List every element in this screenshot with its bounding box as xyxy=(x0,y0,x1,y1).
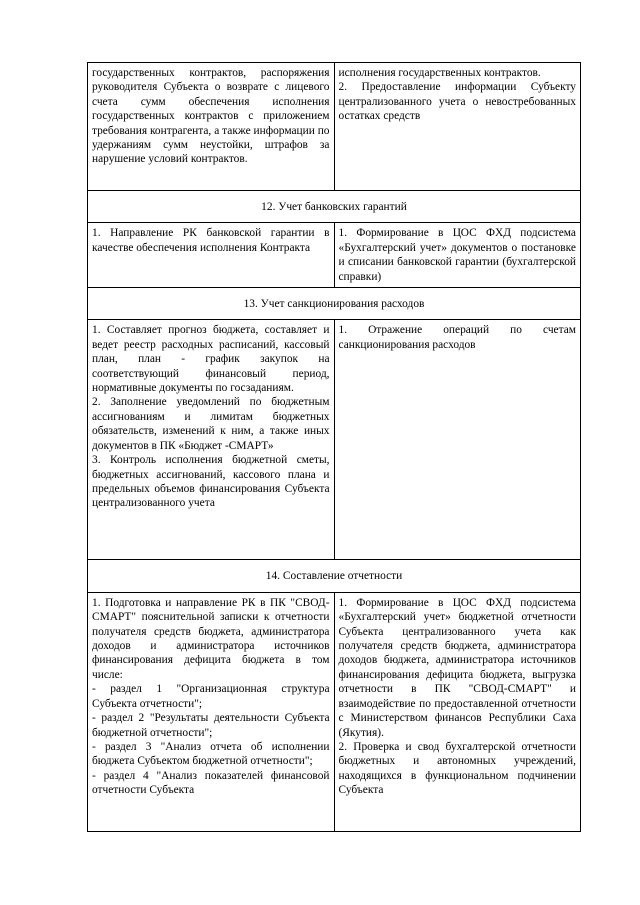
cell-paragraph: 2. Заполнение уведомлений по бюджетным ассигнованиям и лимитам бюджетных обязательств, изменений к ним, а также иных документов в ПК «Бюджет -СМАРТ» xyxy=(92,396,330,452)
table-row xyxy=(88,223,581,288)
table-row xyxy=(88,320,581,560)
cell-paragraph: 1. Отражение операций по счетам санкционирования расходов xyxy=(338,324,576,351)
cell-paragraph: - раздел 2 "Результаты деятельности Субъекта бюджетной отчетности"; xyxy=(92,712,330,739)
table-row xyxy=(88,592,581,831)
cell-paragraph: исполнения государственных контрактов. xyxy=(338,67,541,79)
section-header-row xyxy=(88,288,581,320)
section-title: 13. Учет санкционирования расходов xyxy=(88,288,581,320)
responsibility-table xyxy=(87,62,581,832)
cell-paragraph: 2. Проверка и свод бухгалтерской отчетности бюджетных и автономных учреждений, находящихся в функциональном подчинении Субъекта xyxy=(338,740,576,797)
section-header-row xyxy=(88,191,581,223)
section-title: 12. Учет банковских гарантий xyxy=(88,191,581,223)
cell-paragraph: 2. Предоставление информации Субъекту централизованного учета о невостребованных остатках средств xyxy=(338,81,576,123)
cell-paragraph: 1. Подготовка и направление РК в ПК "СВОД-СМАРТ" пояснительной записки к отчетности получателя средств бюджета, администратора доходов и администратора источников финансирования дефицита бюджета в том числе: xyxy=(92,596,330,681)
right-cell xyxy=(334,592,581,831)
left-cell xyxy=(88,320,335,560)
section-header-row xyxy=(88,560,581,592)
cell-paragraph: государственных контрактов, распоряжения руководителя Субъекта о возврате с лицевого счета сумм обеспечения исполнения государственных контрактов с приложением требования контрагента, а также информации по удержаниям сумм неустойки, штрафов за нарушение условий контрактов. xyxy=(92,67,330,166)
right-cell xyxy=(334,320,581,560)
cell-paragraph: - раздел 4 "Анализ показателей финансовой отчетности Субъекта xyxy=(92,769,330,797)
cell-paragraph: - раздел 1 "Организационная структура Субъекта отчетности"; xyxy=(92,683,330,710)
left-cell xyxy=(88,223,335,288)
cell-paragraph: 1. Составляет прогноз бюджета, составляет и ведет реестр расходных расписаний, кассовый план, план - график закупок на соответствующий финансовый период, нормативные документы по госзаданиям. xyxy=(92,324,330,395)
left-cell xyxy=(88,592,335,831)
cell-paragraph: 3. Контроль исполнения бюджетной сметы, бюджетных ассигнований, кассового плана и предельных объемов финансирования Субъекта централизованного учета xyxy=(92,454,330,510)
cell-paragraph: - раздел 3 "Анализ отчета об исполнении бюджета Субъектом бюджетной отчетности"; xyxy=(92,740,330,768)
cell-paragraph: 1. Формирование в ЦОС ФХД подсистема «Бухгалтерский учет» бюджетной отчетности Субъекта централизованного учета как получателя средств бюджета, администратора доходов бюджета, администратора источников финансирования дефицита бюджета, выгрузка отчетности в ПК "СВОД-СМАРТ" и взаимодействие по предоставленной отчетности с Министерством финансов Республики Саха (Якутия). xyxy=(338,596,576,739)
cell-paragraph: 1. Направление РК банковской гарантии в качестве обеспечения исполнения Контракта xyxy=(92,227,330,254)
table-row xyxy=(88,63,581,191)
section-title: 14. Составление отчетности xyxy=(88,560,581,592)
right-cell xyxy=(334,223,581,288)
right-cell xyxy=(334,63,581,191)
left-cell xyxy=(88,63,335,191)
cell-paragraph: 1. Формирование в ЦОС ФХД подсистема «Бухгалтерский учет» документов о постановке и списании банковской гарантии (бухгалтерской справки) xyxy=(338,227,576,283)
